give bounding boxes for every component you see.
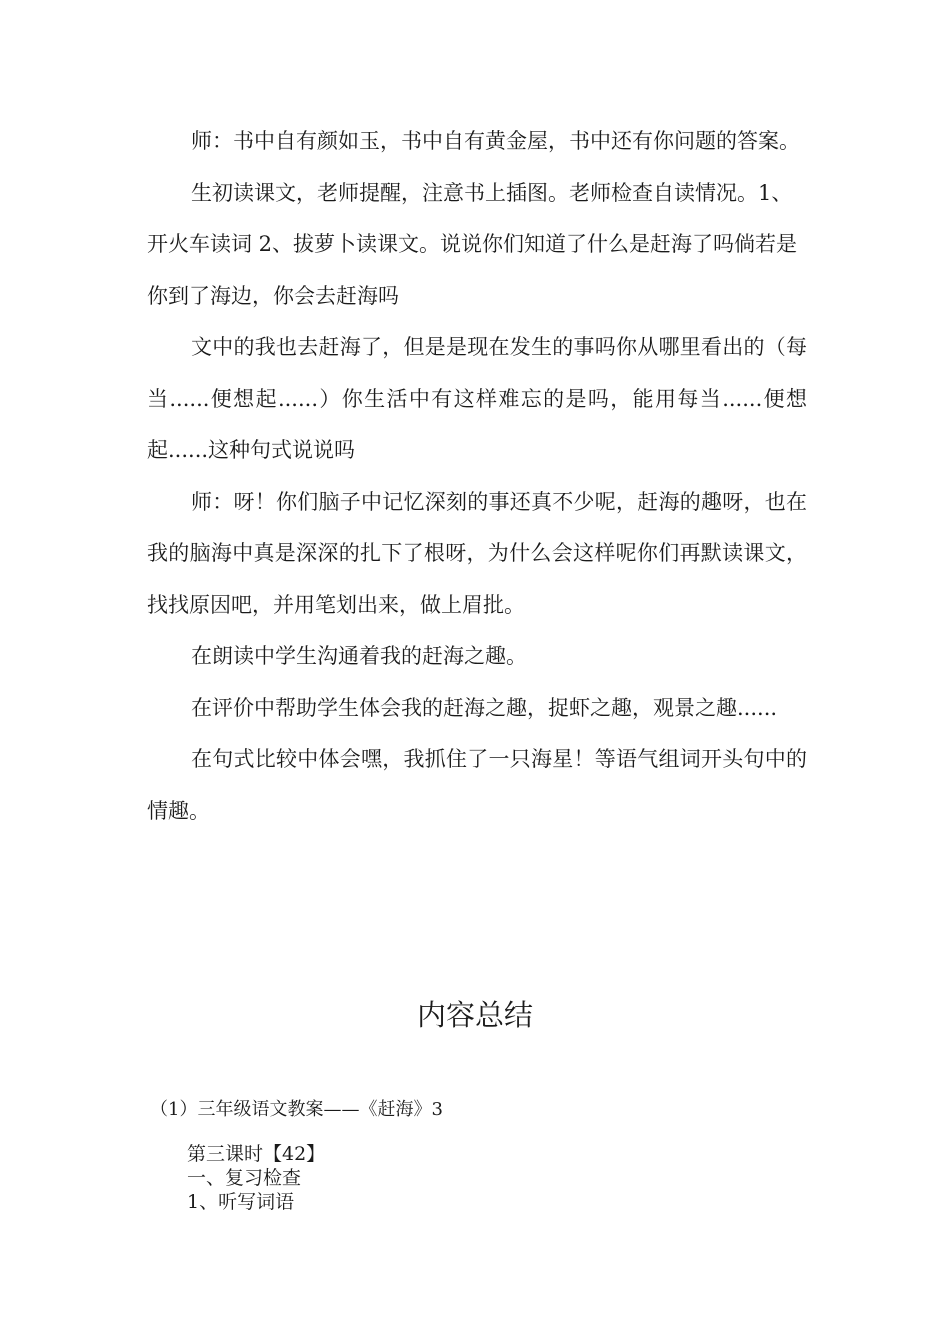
paragraph-whenever-recall: 文中的我也去赶海了，但是是现在发生的事吗你从哪里看出的（每当......便想起......）你生活中有这样难忘的是吗，能用每当......便想起......这种句式说说吗 (147, 335, 807, 462)
summary-title: 内容总结 (416, 998, 533, 1032)
summary-lines (187, 1142, 325, 1214)
paragraph-teacher-remark: 师：呀！你们脑子中记忆深刻的事还真不少呢，赶海的趣呀，也在我的脑海中真是深深的扎下了根呀，为什么会这样呢你们再默读课文，找找原因吧，并用笔划出来，做上眉批。 (147, 489, 807, 617)
summary-item: （1）三年级语文教案——《赶海》3 (150, 1099, 443, 1120)
paragraph-teacher-quote: 师：书中自有颜如玉，书中自有黄金屋，书中还有你问题的答案。 (191, 129, 800, 153)
summary-line-review: 一、复习检查 (187, 1167, 302, 1189)
document-body (147, 116, 807, 837)
summary-line-dictation: 1、听写词语 (187, 1191, 295, 1213)
paragraph-evaluation: 在评价中帮助学生体会我的赶海之趣，捉虾之趣，观景之趣...... (191, 695, 778, 720)
paragraph-sentence-comparison: 在句式比较中体会嘿，我抓住了一只海星！等语气组词开头句中的情趣。 (147, 747, 807, 823)
paragraph-reading-aloud: 在朗读中学生沟通着我的赶海之趣。 (191, 644, 527, 668)
paragraph-first-reading: 生初读课文，老师提醒，注意书上插图。老师检查自读情况。1、开火车读词 2、拔萝卜读课文。说说你们知道了什么是赶海了吗倘若是你到了海边，你会去赶海吗 (147, 180, 798, 308)
summary-line-lesson: 第三课时【42】 (187, 1143, 326, 1165)
